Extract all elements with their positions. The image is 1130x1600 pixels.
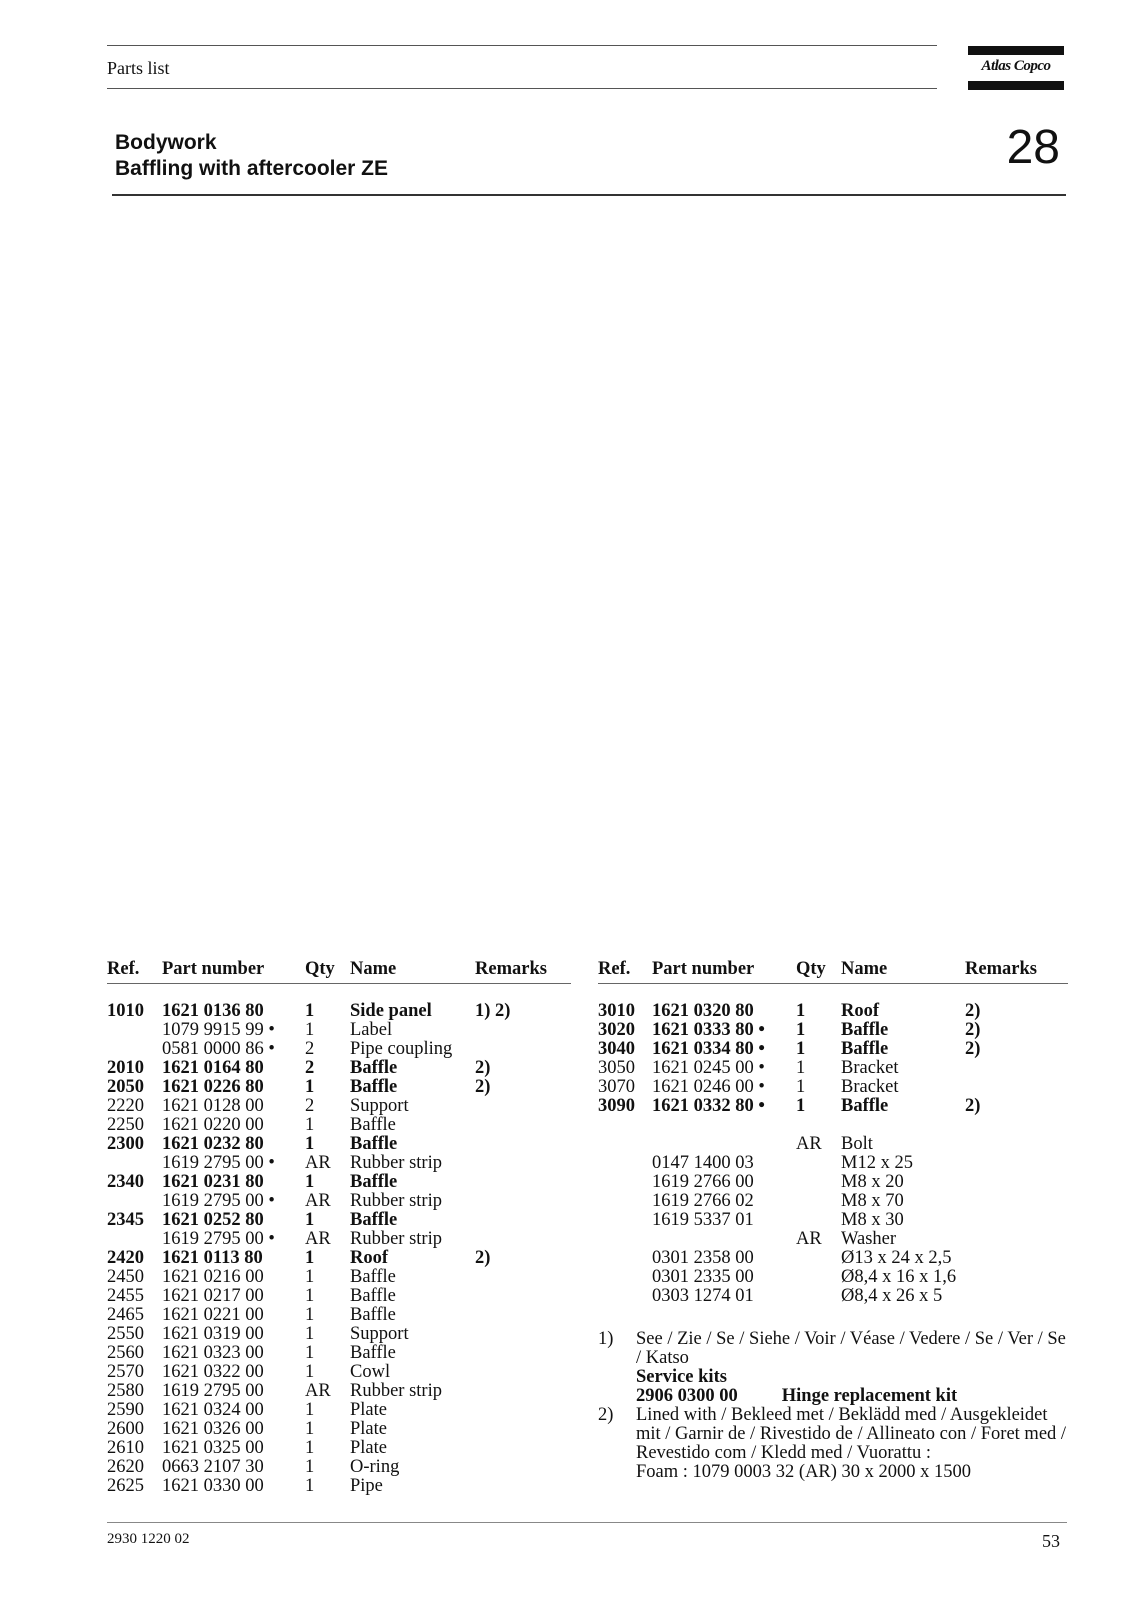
service-kits-title: Service kits <box>636 1367 727 1387</box>
table-row <box>598 1230 1068 1249</box>
table-row <box>107 1040 571 1059</box>
table-row <box>107 1344 571 1363</box>
note-2-number: 2) <box>598 1405 614 1425</box>
cell-qty: 1 <box>796 1058 806 1078</box>
cell-ref: 2590 <box>107 1400 144 1420</box>
cell-qty: 1 <box>796 1096 806 1116</box>
cell-part: 1621 0216 00 <box>162 1267 264 1287</box>
cell-qty: 1 <box>305 1134 315 1154</box>
cell-name: M8 x 20 <box>841 1172 904 1192</box>
cell-part: 0581 0000 86 • <box>162 1039 275 1059</box>
table-row <box>598 1211 1068 1230</box>
col-ref-header: Ref. <box>598 959 631 979</box>
cell-qty: 1 <box>305 1419 315 1439</box>
table-row <box>107 1021 571 1040</box>
cell-name: Baffle <box>350 1058 398 1078</box>
cell-part: 1621 0323 00 <box>162 1343 264 1363</box>
cell-name: Pipe coupling <box>350 1039 453 1059</box>
table-row <box>598 1116 1068 1135</box>
cell-name: M8 x 30 <box>841 1210 904 1230</box>
note-2 <box>598 1406 1068 1463</box>
cell-name: Ø8,4 x 26 x 5 <box>841 1286 943 1306</box>
cell-qty: 1 <box>305 1248 315 1268</box>
cell-name: Rubber strip <box>350 1153 442 1173</box>
table-row <box>598 1173 1068 1192</box>
cell-name: Baffle <box>841 1039 889 1059</box>
table-row <box>107 1059 571 1078</box>
table-row <box>107 1211 571 1230</box>
cell-part: 1621 0232 80 <box>162 1134 264 1154</box>
cell-name: Roof <box>350 1248 389 1268</box>
table-header <box>107 960 571 979</box>
cell-ref: 3020 <box>598 1020 635 1040</box>
table-row <box>598 1078 1068 1097</box>
cell-ref: 2625 <box>107 1476 144 1496</box>
cell-name: Baffle <box>841 1096 889 1116</box>
cell-name: Plate <box>350 1419 387 1439</box>
cell-qty: 1 <box>305 1267 315 1287</box>
col-name-header: Name <box>350 959 397 979</box>
cell-ref: 2420 <box>107 1248 144 1268</box>
cell-name: Baffle <box>841 1020 889 1040</box>
cell-ref: 2450 <box>107 1267 144 1287</box>
cell-qty: 1 <box>305 1400 315 1420</box>
table-row <box>107 1249 571 1268</box>
cell-qty: 1 <box>305 1115 315 1135</box>
cell-ref: 2010 <box>107 1058 144 1078</box>
cell-part: 1621 0221 00 <box>162 1305 264 1325</box>
cell-qty: AR <box>305 1381 331 1401</box>
cell-ref: 2455 <box>107 1286 144 1306</box>
cell-name: Baffle <box>350 1134 398 1154</box>
table-row <box>598 1192 1068 1211</box>
cell-part: 0301 2335 00 <box>652 1267 754 1287</box>
cell-part: 1621 0324 00 <box>162 1400 264 1420</box>
cell-part: 1079 9915 99 • <box>162 1020 275 1040</box>
cell-name: O-ring <box>350 1457 400 1477</box>
col-qty-header: Qty <box>305 959 335 979</box>
cell-qty: 1 <box>305 1210 315 1230</box>
cell-name: Roof <box>841 1001 880 1021</box>
cell-ref: 2560 <box>107 1343 144 1363</box>
table-row <box>107 1287 571 1306</box>
note-2-text: Lined with / Bekleed met / Beklädd med / Ausgekleidet mit / Garnir de / Rivestido de / Allineato con / Foret med / Revestido com / Kledd med / Vuorattu : <box>636 1405 1067 1463</box>
table-row <box>107 1078 571 1097</box>
cell-part: 1621 0220 00 <box>162 1115 264 1135</box>
cell-qty: AR <box>305 1191 331 1211</box>
col-qty-header: Qty <box>796 959 826 979</box>
cell-part: 1621 0113 80 <box>162 1248 263 1268</box>
cell-ref: 2620 <box>107 1457 144 1477</box>
cell-qty: 1 <box>796 1020 806 1040</box>
cell-qty: 1 <box>305 1476 315 1496</box>
table-row <box>107 1135 571 1154</box>
cell-part: 1621 0252 80 <box>162 1210 264 1230</box>
cell-remarks: 2) <box>965 1096 981 1116</box>
cell-qty: 1 <box>305 1305 315 1325</box>
cell-part: 1619 2766 02 <box>652 1191 754 1211</box>
logo-text: Atlas Copco <box>981 58 1051 74</box>
table-header-rule <box>598 983 1068 984</box>
footer-doc-number: 2930 1220 02 <box>107 1531 190 1547</box>
cell-name: Baffle <box>350 1267 396 1287</box>
table-row <box>598 1059 1068 1078</box>
cell-part: 0663 2107 30 <box>162 1457 264 1477</box>
cell-part: 1621 0128 00 <box>162 1096 264 1116</box>
cell-part: 1619 2795 00 • <box>162 1191 275 1211</box>
cell-name: Bolt <box>841 1134 873 1154</box>
cell-qty: AR <box>796 1134 822 1154</box>
table-row <box>598 1040 1068 1059</box>
cell-part: 1621 0333 80 • <box>652 1020 765 1040</box>
cell-part: 1621 0217 00 <box>162 1286 264 1306</box>
cell-ref: 2300 <box>107 1134 144 1154</box>
table-row <box>107 1002 571 1021</box>
cell-name: Bracket <box>841 1058 899 1078</box>
table-row <box>598 1249 1068 1268</box>
cell-part: 0301 2358 00 <box>652 1248 754 1268</box>
cell-qty: 1 <box>305 1172 315 1192</box>
section-title-line1: Bodywork <box>115 131 217 154</box>
cell-name: Baffle <box>350 1115 396 1135</box>
cell-ref: 2570 <box>107 1362 144 1382</box>
col-name-header: Name <box>841 959 888 979</box>
table-row <box>598 1287 1068 1306</box>
cell-name: Ø8,4 x 16 x 1,6 <box>841 1267 957 1287</box>
cell-part: 1621 0246 00 • <box>652 1077 765 1097</box>
table-row <box>598 1021 1068 1040</box>
cell-name: Baffle <box>350 1210 398 1230</box>
col-part-header: Part number <box>652 959 755 979</box>
cell-name: Support <box>350 1324 409 1344</box>
table-row <box>598 1002 1068 1021</box>
header-title: Parts list <box>107 58 170 78</box>
cell-qty: 1 <box>305 1324 315 1344</box>
cell-part: 0303 1274 01 <box>652 1286 754 1306</box>
header-bottom-rule <box>107 88 937 89</box>
footer-rule <box>107 1522 1067 1523</box>
cell-name: Label <box>350 1020 393 1040</box>
cell-ref: 3010 <box>598 1001 635 1021</box>
col-remarks-header: Remarks <box>475 959 547 979</box>
cell-ref: 2465 <box>107 1305 144 1325</box>
cell-name: Pipe <box>350 1476 383 1496</box>
table-header <box>598 960 1068 979</box>
cell-part: 1621 0325 00 <box>162 1438 264 1458</box>
table-row <box>107 1173 571 1192</box>
cell-qty: 1 <box>305 1362 315 1382</box>
cell-name: Baffle <box>350 1343 396 1363</box>
cell-part: 1621 0245 00 • <box>652 1058 765 1078</box>
cell-ref: 2610 <box>107 1438 144 1458</box>
table-row <box>107 1439 571 1458</box>
cell-name: Cowl <box>350 1362 391 1382</box>
cell-remarks: 1) 2) <box>475 1001 511 1021</box>
cell-qty: AR <box>305 1153 331 1173</box>
note-1-number: 1) <box>598 1329 614 1349</box>
cell-name: Plate <box>350 1400 387 1420</box>
table-row <box>107 1230 571 1249</box>
cell-part: 1619 2795 00 <box>162 1381 264 1401</box>
section-number: 28 <box>1006 121 1060 174</box>
cell-qty: 1 <box>796 1001 806 1021</box>
service-kit-part: 2906 0300 00 <box>636 1386 738 1406</box>
table-header-rule <box>107 983 571 984</box>
cell-name: Baffle <box>350 1172 398 1192</box>
section-title <box>115 130 388 182</box>
note-2-foam: Foam : 1079 0003 32 (AR) 30 x 2000 x 1500 <box>636 1462 972 1482</box>
table-row <box>598 1268 1068 1287</box>
cell-qty: 1 <box>305 1286 315 1306</box>
cell-qty: 1 <box>305 1438 315 1458</box>
cell-name: Washer <box>841 1229 897 1249</box>
cell-qty: 1 <box>305 1457 315 1477</box>
table-row <box>107 1097 571 1116</box>
cell-name: M8 x 70 <box>841 1191 904 1211</box>
table-row <box>598 1097 1068 1116</box>
cell-name: Ø13 x 24 x 2,5 <box>841 1248 952 1268</box>
cell-remarks: 2) <box>475 1077 491 1097</box>
cell-part: 1619 2766 00 <box>652 1172 754 1192</box>
page-number: 53 <box>1042 1531 1060 1551</box>
cell-remarks: 2) <box>965 1039 981 1059</box>
cell-name: Rubber strip <box>350 1229 442 1249</box>
cell-ref: 1010 <box>107 1001 144 1021</box>
cell-qty: 1 <box>305 1020 315 1040</box>
cell-part: 1621 0136 80 <box>162 1001 264 1021</box>
cell-ref: 2550 <box>107 1324 144 1344</box>
table-row <box>107 1116 571 1135</box>
cell-name: Plate <box>350 1438 387 1458</box>
cell-part: 0147 1400 03 <box>652 1153 754 1173</box>
cell-remarks: 2) <box>965 1001 981 1021</box>
cell-qty: AR <box>796 1229 822 1249</box>
table-row <box>107 1382 571 1401</box>
cell-part: 1621 0226 80 <box>162 1077 264 1097</box>
cell-part: 1621 0330 00 <box>162 1476 264 1496</box>
cell-part: 1621 0319 00 <box>162 1324 264 1344</box>
table-row <box>107 1420 571 1439</box>
cell-ref: 2250 <box>107 1115 144 1135</box>
cell-name: Side panel <box>350 1001 432 1021</box>
cell-qty: 1 <box>796 1077 806 1097</box>
cell-part: 1621 0322 00 <box>162 1362 264 1382</box>
service-kit-row <box>598 1387 1068 1406</box>
cell-qty: 2 <box>305 1039 315 1059</box>
cell-part: 1621 0334 80 • <box>652 1039 765 1059</box>
cell-qty: 1 <box>305 1001 315 1021</box>
cell-ref: 2050 <box>107 1077 144 1097</box>
cell-part: 1621 0164 80 <box>162 1058 264 1078</box>
cell-name: Baffle <box>350 1305 396 1325</box>
note-1 <box>598 1330 1068 1368</box>
cell-name: Rubber strip <box>350 1381 442 1401</box>
cell-name: Baffle <box>350 1286 396 1306</box>
section-rule <box>112 194 1066 196</box>
table-row <box>107 1458 571 1477</box>
header-top-rule <box>107 45 937 46</box>
cell-name: Bracket <box>841 1077 899 1097</box>
table-row <box>107 1477 571 1496</box>
cell-name: Support <box>350 1096 409 1116</box>
cell-ref: 3070 <box>598 1077 635 1097</box>
cell-qty: 2 <box>305 1096 315 1116</box>
cell-ref: 2580 <box>107 1381 144 1401</box>
table-row <box>107 1325 571 1344</box>
table-row <box>107 1306 571 1325</box>
table-row <box>598 1154 1068 1173</box>
cell-ref: 3090 <box>598 1096 635 1116</box>
table-row <box>107 1363 571 1382</box>
cell-ref: 2220 <box>107 1096 144 1116</box>
cell-remarks: 2) <box>475 1058 491 1078</box>
table-row <box>107 1192 571 1211</box>
cell-name: M12 x 25 <box>841 1153 913 1173</box>
col-part-header: Part number <box>162 959 265 979</box>
service-kit-name: Hinge replacement kit <box>781 1386 958 1406</box>
cell-part: 1621 0326 00 <box>162 1419 264 1439</box>
cell-name: Baffle <box>350 1077 398 1097</box>
cell-name: Rubber strip <box>350 1191 442 1211</box>
cell-ref: 3040 <box>598 1039 635 1059</box>
cell-remarks: 2) <box>475 1248 491 1268</box>
table-row <box>107 1401 571 1420</box>
cell-qty: AR <box>305 1229 331 1249</box>
cell-qty: 2 <box>305 1058 315 1078</box>
table-row <box>598 1135 1068 1154</box>
cell-part: 1621 0332 80 • <box>652 1096 765 1116</box>
cell-ref: 2340 <box>107 1172 144 1192</box>
cell-ref: 3050 <box>598 1058 635 1078</box>
col-ref-header: Ref. <box>107 959 140 979</box>
cell-remarks: 2) <box>965 1020 981 1040</box>
table-row <box>107 1154 571 1173</box>
cell-ref: 2600 <box>107 1419 144 1439</box>
cell-qty: 1 <box>305 1343 315 1363</box>
cell-part: 1621 0320 80 <box>652 1001 754 1021</box>
cell-qty: 1 <box>796 1039 806 1059</box>
cell-part: 1619 5337 01 <box>652 1210 754 1230</box>
cell-part: 1619 2795 00 • <box>162 1153 275 1173</box>
cell-ref: 2345 <box>107 1210 144 1230</box>
section-title-line2: Baffling with aftercooler ZE <box>115 157 389 180</box>
table-row <box>107 1268 571 1287</box>
cell-part: 1619 2795 00 • <box>162 1229 275 1249</box>
remarks-notes <box>598 1330 1068 1482</box>
cell-part: 1621 0231 80 <box>162 1172 264 1192</box>
col-remarks-header: Remarks <box>965 959 1037 979</box>
cell-qty: 1 <box>305 1077 315 1097</box>
note-1-text: See / Zie / Se / Siehe / Voir / Véase / Vedere / Se / Ver / Se / Katso <box>636 1329 1066 1368</box>
atlas-copco-logo <box>968 46 1064 90</box>
